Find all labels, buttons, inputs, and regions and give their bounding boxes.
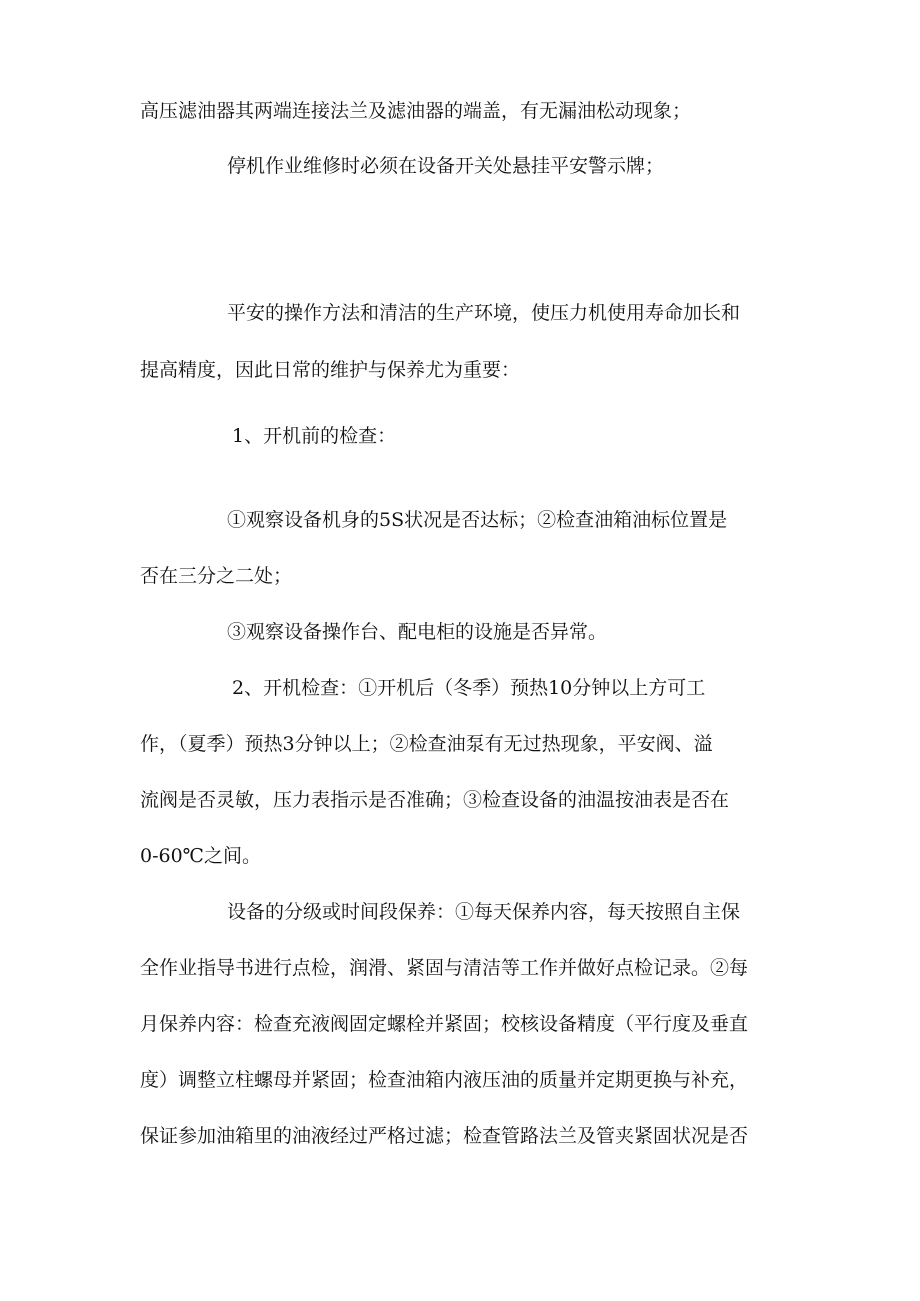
text-line: 0-60℃之间。	[140, 845, 261, 867]
text-line: 作，（夏季）预热3分钟以上；②检查油泵有无过热现象，平安阀、溢	[140, 733, 713, 755]
paragraph-start: 平安的操作方法和清洁的生产环境，使压力机使用寿命加长和	[227, 302, 741, 324]
text-line: 否在三分之二处；	[140, 565, 293, 587]
text-line: 停机作业维修时必须在设备开关处悬挂平安警示牌；	[227, 155, 665, 177]
text-line: ①观察设备机身的5S状况是否达标；②检查油箱油标位置是	[227, 509, 728, 531]
text-line: ③观察设备操作台、配电柜的设施是否异常。	[227, 621, 608, 643]
text-line: 保证参加油箱里的油液经过严格过滤；检查管路法兰及管夹紧固状况是否	[140, 1125, 749, 1147]
section-heading-2: 2、开机检查：①开机后（冬季）预热10分钟以上方可工	[232, 677, 706, 699]
paragraph-start: 设备的分级或时间段保养：①每天保养内容，每天按照自主保	[227, 901, 741, 923]
text-line: 月保养内容：检查充液阀固定螺栓并紧固；校核设备精度（平行度及垂直	[140, 1013, 749, 1035]
section-heading-1: 1、开机前的检查：	[232, 425, 397, 447]
text-line: 流阀是否灵敏，压力表指示是否准确；③检查设备的油温按油表是否在	[140, 789, 730, 811]
text-line: 提高精度，因此日常的维护与保养尤为重要：	[140, 359, 521, 381]
text-line: 度）调整立柱螺母并紧固；检查油箱内液压油的质量并定期更换与补充，	[140, 1069, 749, 1091]
text-line: 全作业指导书进行点检，润滑、紧固与清洁等工作并做好点检记录。②每	[140, 957, 749, 979]
text-line: 高压滤油器其两端连接法兰及滤油器的端盖，有无漏油松动现象；	[140, 100, 692, 122]
